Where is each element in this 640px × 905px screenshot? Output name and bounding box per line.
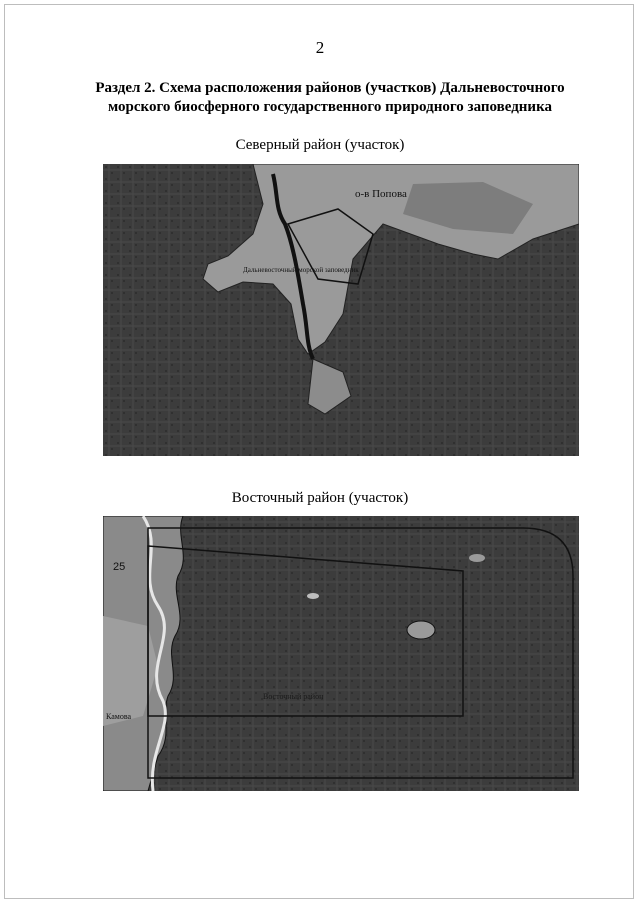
north-district-map [103, 164, 579, 456]
north-map-graphic [103, 164, 579, 456]
section-title [60, 79, 600, 117]
reserve-label: Восточный район [263, 692, 324, 701]
place-label: Камова [106, 712, 132, 721]
page-number: 2 [315, 38, 325, 57]
islet [469, 554, 485, 562]
east-map-caption: Восточный район (участок) [231, 490, 409, 506]
section-title-line-2: морского биосферного государственного природного заповедника [107, 99, 552, 115]
reserve-label: Дальневосточный морской заповедник [243, 266, 359, 274]
north-map-caption: Северный район (участок) [235, 137, 405, 153]
section-title-line-1: Раздел 2. Схема расположения районов (участков) Дальневосточного [95, 80, 565, 96]
island-label: о-в Попова [355, 188, 407, 200]
east-district-map [103, 516, 579, 791]
road-number-label: 25 [113, 561, 126, 573]
east-map-graphic [103, 516, 579, 791]
small-island [407, 621, 435, 639]
islet [307, 593, 319, 599]
